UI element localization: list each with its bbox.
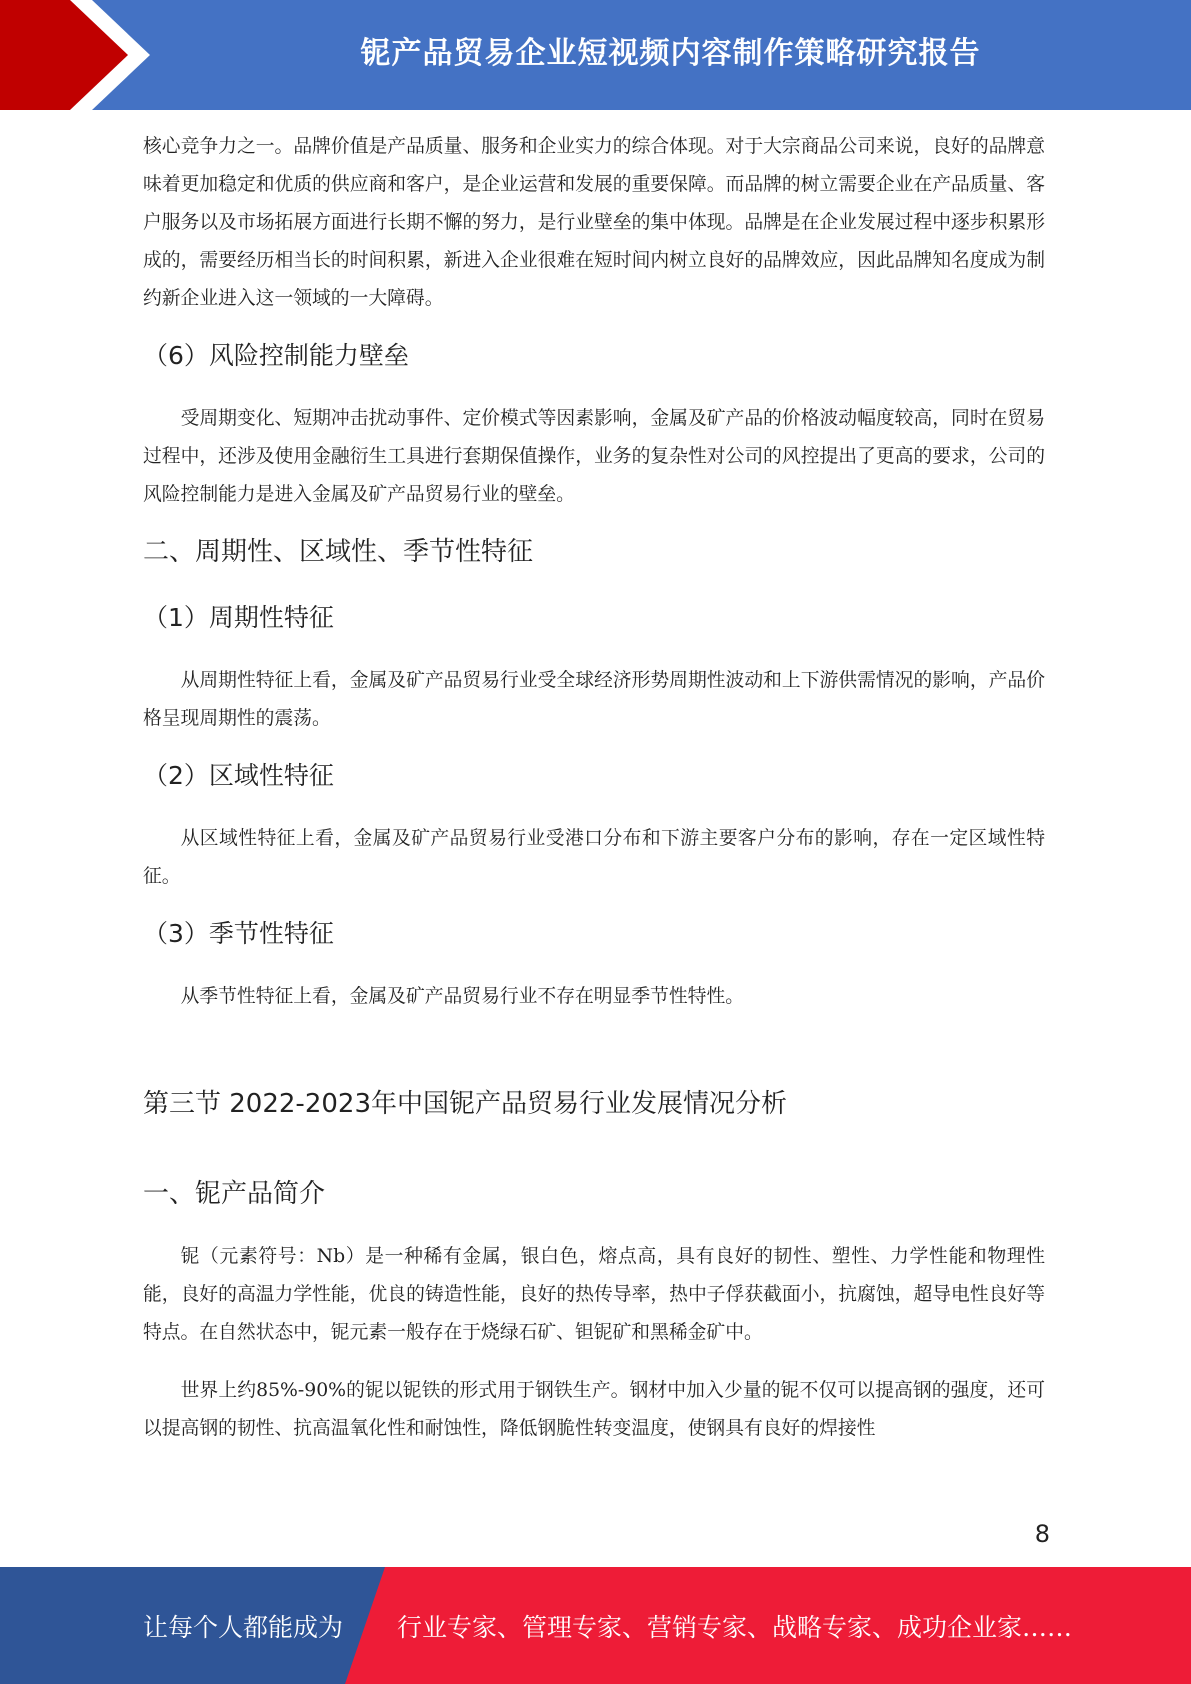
- heading-cyclical: （1）周期性特征: [143, 603, 334, 632]
- page-number: 8: [1034, 1520, 1050, 1548]
- heading-risk-control: （6）风险控制能力壁垒: [143, 341, 409, 370]
- paragraph-seasonal: 从季节性特征上看，金属及矿产品贸易行业不存在明显季节性特性。: [180, 986, 745, 1007]
- heading-seasonal: （3）季节性特征: [143, 919, 334, 948]
- header-arrow-decoration: [0, 0, 170, 110]
- heading-regional: （2）区域性特征: [143, 761, 334, 790]
- paragraph-risk-control: 受周期变化、短期冲击扰动事件、定价模式等因素影响，金属及矿产品的价格波动幅度较高，同时在贸易过程中，还涉及使用金融衍生工具进行套期保值操作，业务的复杂性对公司的风控提出了更高的要求，公司的风险控制能力是进入金属及矿产品贸易行业的壁垒。: [143, 408, 1045, 505]
- page-header: [0, 0, 1191, 110]
- footer-slogan-left: 让每个人都能成为: [143, 1612, 344, 1642]
- paragraph-cyclical: 从周期性特征上看，金属及矿产品贸易行业受全球经济形势周期性波动和上下游供需情况的影响，产品价格呈现周期性的震荡。: [143, 670, 1045, 729]
- footer-slogan-right: 行业专家、管理专家、营销专家、战略专家、成功企业家……: [397, 1612, 1073, 1642]
- document-body: [143, 128, 1045, 1448]
- paragraph-niobium: 铌（元素符号：Nb）是一种稀有金属，银白色，熔点高，具有良好的韧性、塑性、力学性能和物理性能，良好的高温力学性能，优良的铸造性能，良好的热传导率，热中子俘获截面小，抗腐蚀，超导电性良好等特点。在自然状态中，铌元素一般存在于烧绿石矿、钽铌矿和黑稀金矿中。: [143, 1246, 1045, 1343]
- heading-section-3: 第三节 2022-2023年中国铌产品贸易行业发展情况分析: [143, 1089, 787, 1119]
- page-footer: [0, 1567, 1191, 1684]
- paragraph-brand: 核心竞争力之一。品牌价值是产品质量、服务和企业实力的综合体现。对于大宗商品公司来说，良好的品牌意味着更加稳定和优质的供应商和客户，是企业运营和发展的重要保障。而品牌的树立需要企业在产品质量、客户服务以及市场拓展方面进行长期不懈的努力，是行业壁垒的集中体现。品牌是在企业发展过程中逐步积累形成的，需要经历相当长的时间积累，新进入企业很难在短时间内树立良好的品牌效应，因此品牌知名度成为制约新企业进入这一领域的一大障碍。: [143, 136, 1045, 309]
- header-title: 铌产品贸易企业短视频内容制作策略研究报告: [360, 36, 981, 71]
- heading-niobium-intro: 一、铌产品简介: [143, 1179, 326, 1209]
- paragraph-regional: 从区域性特征上看，金属及矿产品贸易行业受港口分布和下游主要客户分布的影响，存在一定区域性特征。: [143, 828, 1045, 887]
- heading-chapter-2: 二、周期性、区域性、季节性特征: [143, 537, 534, 567]
- paragraph-steel: 世界上约85%-90%的铌以铌铁的形式用于钢铁生产。钢材中加入少量的铌不仅可以提高钢的强度，还可以提高钢的韧性、抗高温氧化性和耐蚀性，降低钢脆性转变温度，使钢具有良好的焊接性: [143, 1380, 1045, 1439]
